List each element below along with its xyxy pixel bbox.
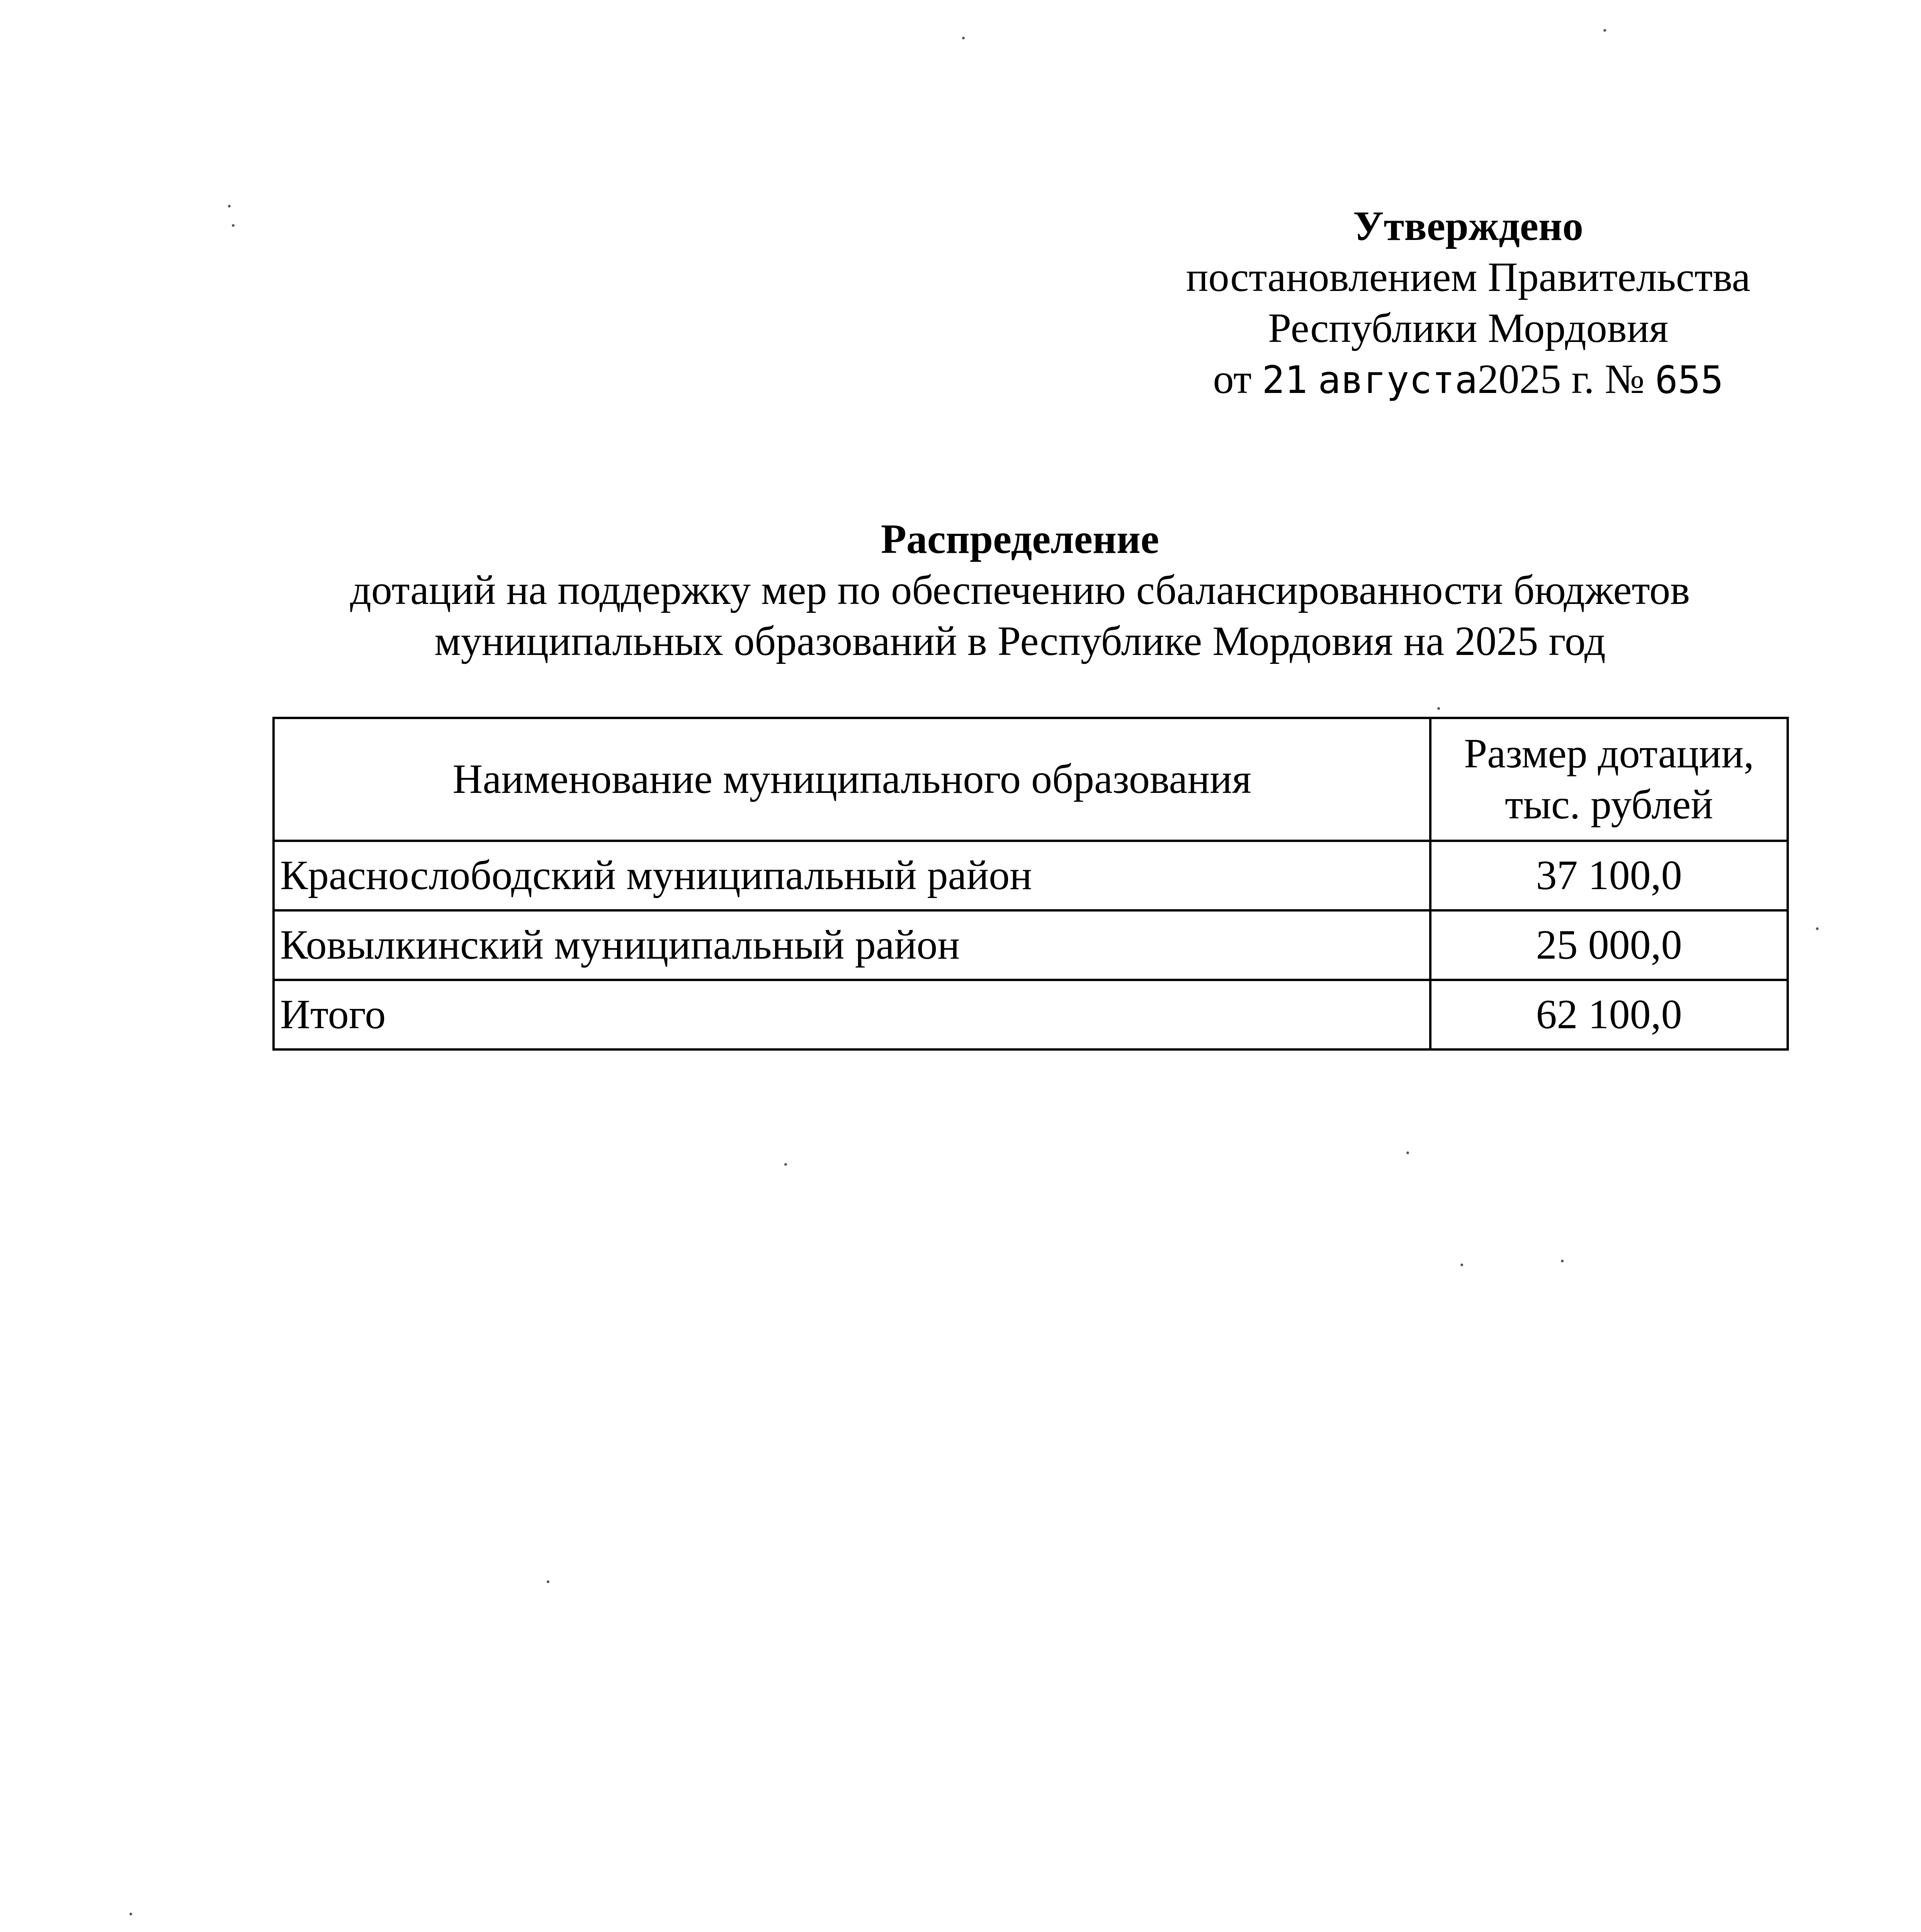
scan-speck [1603, 29, 1606, 32]
document-subtitle-line-2: муниципальных образований в Республике Мордовия на 2025 год [434, 618, 1606, 664]
date-month: августа [1318, 358, 1478, 402]
row-name: Краснослободский муниципальный район [274, 841, 1430, 910]
scan-speck [1561, 1260, 1564, 1262]
scan-speck [232, 224, 235, 227]
scan-speck [547, 1580, 549, 1583]
scan-speck [228, 205, 231, 207]
header-amount-line-1: Размер дотации, [1464, 731, 1754, 777]
scan-speck [1406, 1151, 1409, 1154]
table-header-row [274, 718, 1788, 841]
scan-speck [129, 1913, 132, 1915]
row-amount: 37 100,0 [1430, 841, 1788, 910]
approval-date-line [1120, 354, 1816, 406]
row-name: Ковылкинский муниципальный район [274, 910, 1430, 980]
approval-line-2: Республики Мордовия [1268, 305, 1669, 351]
approval-block [1120, 201, 1816, 406]
table-row [274, 910, 1788, 980]
number-sign: № [1605, 356, 1645, 402]
document-subtitle-line-1: дотаций на поддержку мер по обеспечению сбалансированности бюджетов [350, 567, 1690, 613]
document-heading [270, 514, 1770, 667]
approved-label: Утверждено [1353, 203, 1583, 249]
date-year: 2025 г. [1477, 356, 1595, 402]
scan-speck [1437, 707, 1440, 710]
scan-speck [962, 37, 965, 39]
table-total-row [274, 980, 1788, 1049]
total-amount: 62 100,0 [1430, 980, 1788, 1049]
decree-number: 655 [1655, 358, 1724, 402]
date-prefix: от [1213, 356, 1252, 402]
header-name: Наименование муниципального образования [274, 718, 1430, 841]
total-label: Итого [274, 980, 1430, 1049]
table-row [274, 841, 1788, 910]
date-day: 21 [1262, 358, 1308, 402]
approval-line-1: постановлением Правительства [1186, 254, 1751, 300]
distribution-table [272, 717, 1789, 1051]
header-amount [1430, 718, 1788, 841]
scan-speck [784, 1163, 787, 1166]
document-title: Распределение [881, 516, 1159, 562]
header-amount-line-2: тыс. рублей [1505, 782, 1713, 828]
scan-speck [1460, 1264, 1463, 1266]
row-amount: 25 000,0 [1430, 910, 1788, 980]
scan-speck [1816, 927, 1819, 930]
